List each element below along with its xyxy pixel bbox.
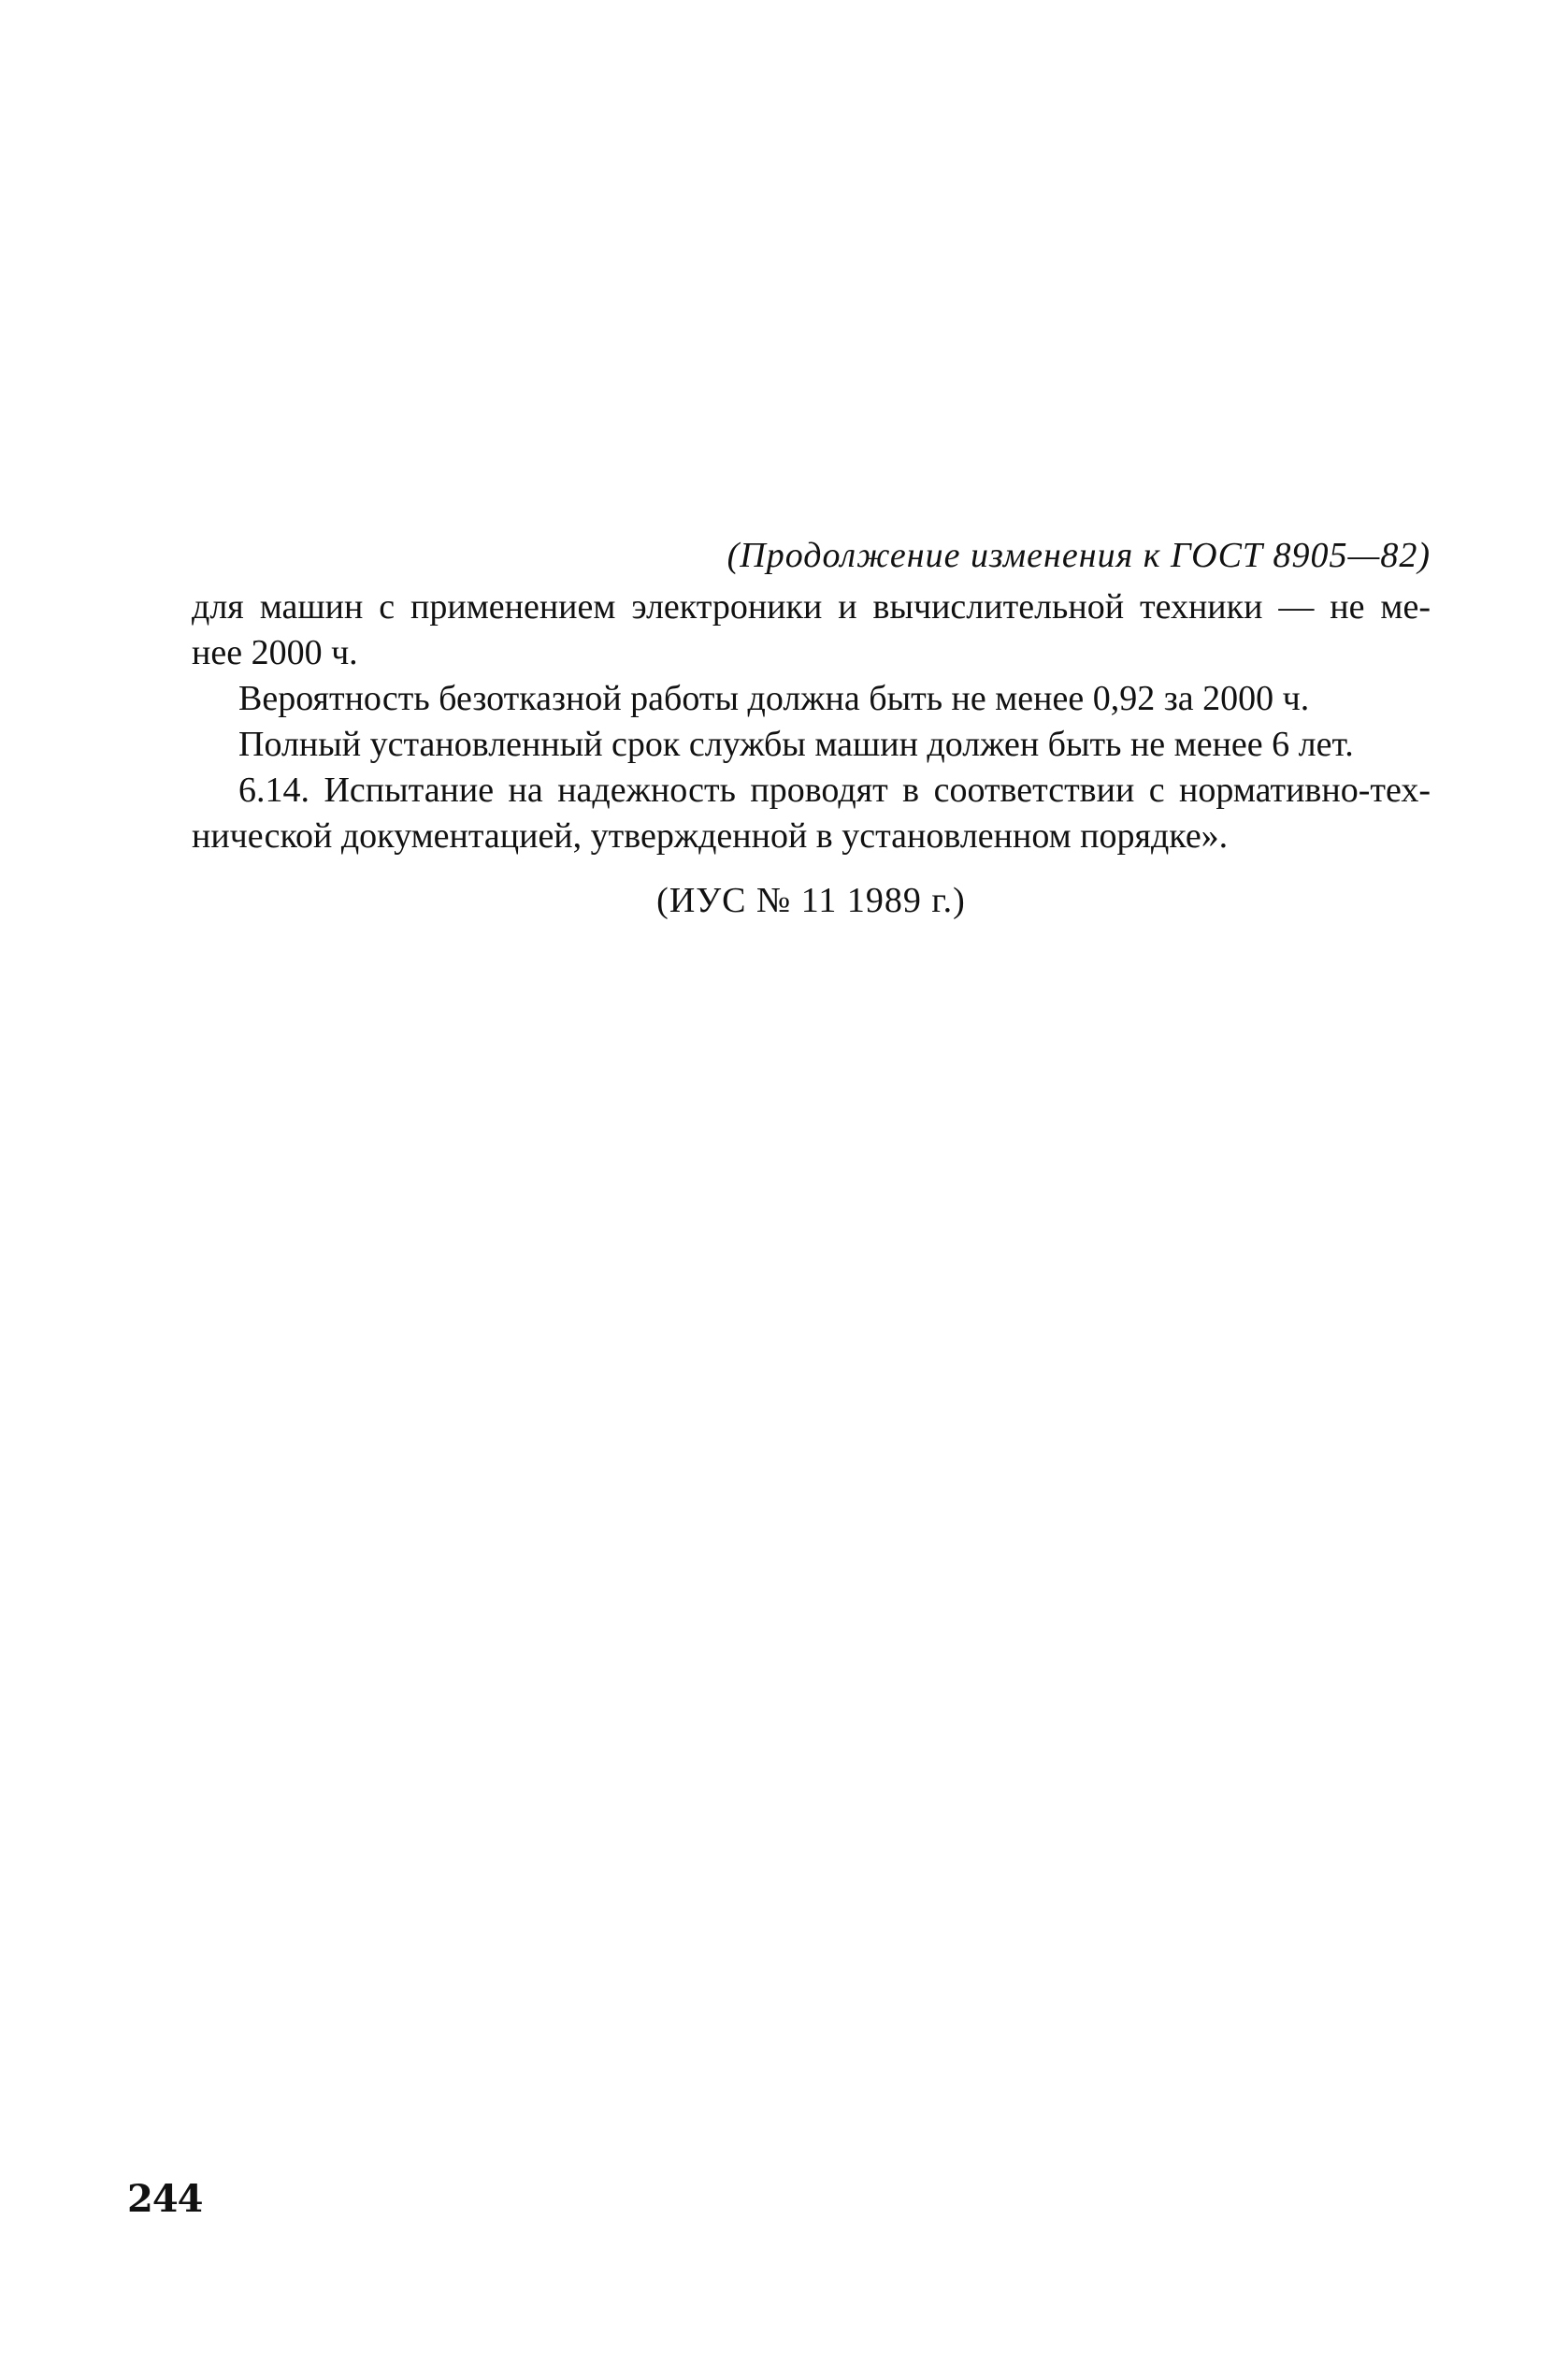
continuation-note: (Продолжение изменения к ГОСТ 8905—82) — [726, 536, 1431, 575]
paragraph-service-life — [192, 722, 1431, 768]
main-text-block — [192, 533, 1431, 924]
page-number: 244 — [127, 2177, 203, 2221]
paragraph-reliability-testing — [192, 768, 1431, 859]
source-reference: (ИУС № 11 1989 г.) — [656, 881, 966, 920]
text-line: нической документацией, утвержденной в установленном порядке». — [192, 816, 1229, 856]
text-line: нее 2000 ч. — [192, 633, 358, 672]
text-line: Полный установленный срок службы машин должен быть не менее 6 лет. — [238, 725, 1354, 764]
text-line: 6.14. Испытание на надежность проводят в соответствии с нормативно-тех- — [238, 771, 1431, 810]
paragraph-reliability-probability — [192, 676, 1431, 722]
text-line: Вероятность безотказной работы должна быть не менее 0,92 за 2000 ч. — [238, 679, 1310, 718]
paragraph-electronics-lifetime — [192, 584, 1431, 676]
text-line: для машин с применением электроники и вычислительной техники — не ме- — [192, 587, 1431, 627]
